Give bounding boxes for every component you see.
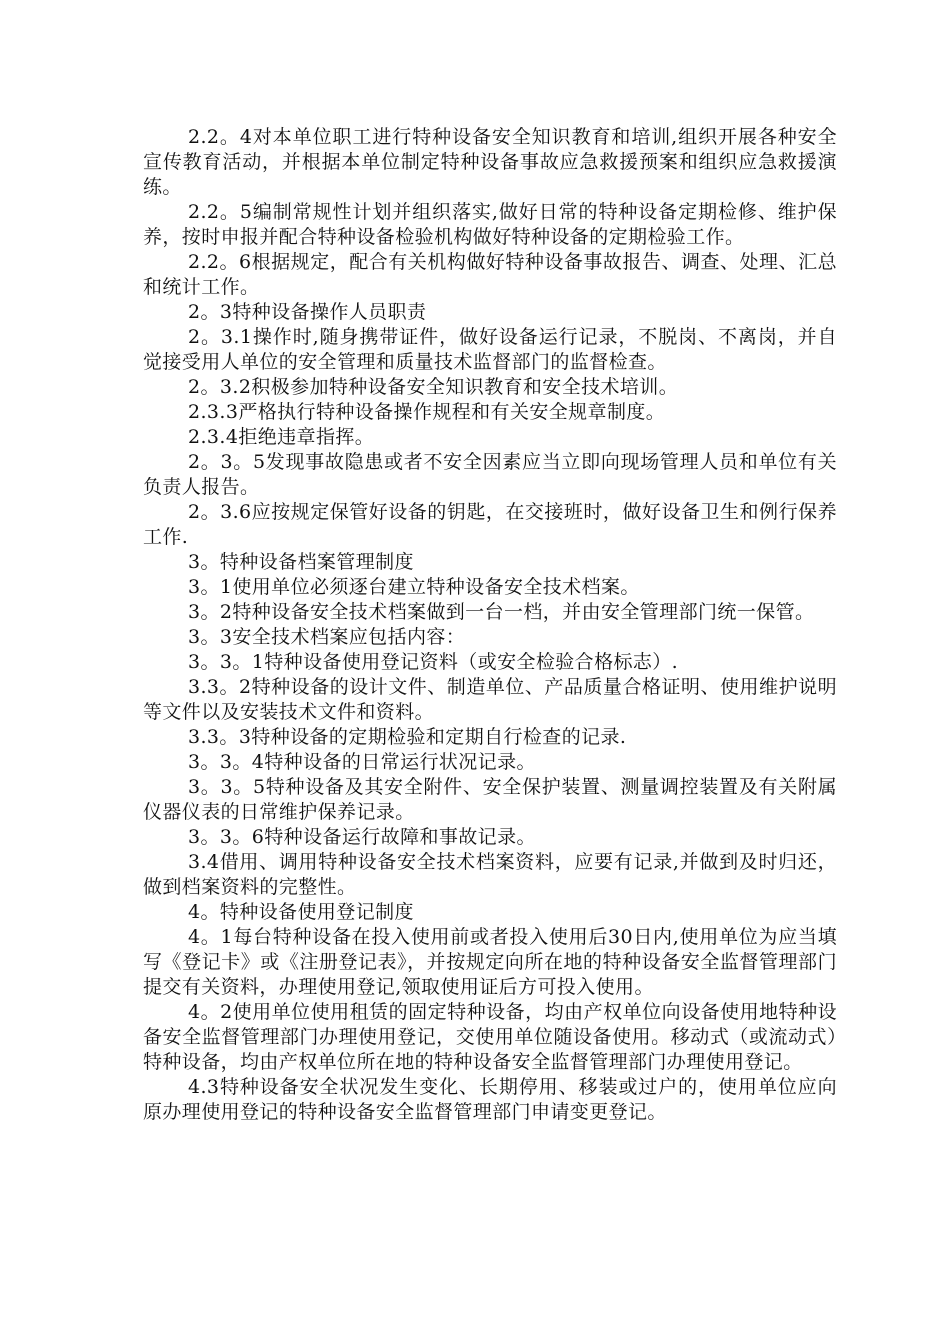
- paragraph: 2.3.3严格执行特种设备操作规程和有关安全规章制度。: [188, 401, 666, 423]
- document-body: [143, 125, 837, 1125]
- paragraph: 3.3。2特种设备的设计文件、制造单位、产品质量合格证明、使用维护说明等文件以及安装技术文件和资料。: [143, 676, 837, 723]
- section-heading: 2。3特种设备操作人员职责: [188, 301, 427, 323]
- paragraph: 4.3特种设备安全状况发生变化、长期停用、移装或过户的，使用单位应向原办理使用登记的特种设备安全监督管理部门申请变更登记。: [143, 1076, 837, 1123]
- paragraph: 3。1使用单位必须逐台建立特种设备安全技术档案。: [188, 576, 640, 598]
- paragraph: 3。3。1特种设备使用登记资料（或安全检验合格标志）.: [188, 651, 679, 673]
- paragraph: 4。2使用单位使用租赁的固定特种设备，均由产权单位向设备使用地特种设备安全监督管理部门办理使用登记，交使用单位随设备使用。移动式（或流动式）特种设备，均由产权单位所在地的特种设备安全监督管理部门办理使用登记。: [143, 1001, 837, 1073]
- section-heading: 3。特种设备档案管理制度: [188, 551, 414, 573]
- paragraph: 2.2。4对本单位职工进行特种设备安全知识教育和培训,组织开展各种安全宣传教育活动，并根据本单位制定特种设备事故应急救援预案和组织应急救援演练。: [143, 126, 837, 198]
- paragraph: 2.3.4拒绝违章指挥。: [188, 426, 375, 448]
- paragraph: 2。3.2积极参加特种设备安全知识教育和安全技术培训。: [188, 376, 679, 398]
- paragraph: 2。3.1操作时,随身携带证件，做好设备运行记录，不脱岗、不离岗，并自觉接受用人单位的安全管理和质量技术监督部门的监督检查。: [143, 326, 837, 373]
- paragraph: 2.2。6根据规定，配合有关机构做好特种设备事故报告、调查、处理、汇总和统计工作。: [143, 251, 837, 298]
- paragraph: 3.4借用、调用特种设备安全技术档案资料，应要有记录,并做到及时归还，做到档案资料的完整性。: [143, 851, 837, 898]
- section-heading: 4。特种设备使用登记制度: [188, 901, 414, 923]
- paragraph: 4。1每台特种设备在投入使用前或者投入使用后30日内,使用单位为应当填写《登记卡》或《注册登记表》，并按规定向所在地的特种设备安全监督管理部门提交有关资料，办理使用登记,领取使用证后方可投入使用。: [143, 926, 837, 998]
- paragraph: 3。3。6特种设备运行故障和事故记录。: [188, 826, 536, 848]
- paragraph: 3.3。3特种设备的定期检验和定期自行检查的记录.: [188, 726, 627, 748]
- paragraph: 2.2。5编制常规性计划并组织落实,做好日常的特种设备定期检修、维护保养，按时申报并配合特种设备检验机构做好特种设备的定期检验工作。: [143, 201, 837, 248]
- paragraph: 3。3安全技术档案应包括内容：: [188, 626, 466, 648]
- paragraph: 3。3。5特种设备及其安全附件、安全保护装置、测量调控装置及有关附属仪器仪表的日常维护保养记录。: [143, 776, 837, 823]
- paragraph: 3。3。4特种设备的日常运行状况记录。: [188, 751, 536, 773]
- paragraph: 2。3.6应按规定保管好设备的钥匙，在交接班时，做好设备卫生和例行保养工作.: [143, 501, 837, 548]
- paragraph: 3。2特种设备安全技术档案做到一台一档，并由安全管理部门统一保管。: [188, 601, 815, 623]
- paragraph: 2。3。5发现事故隐患或者不安全因素应当立即向现场管理人员和单位有关负责人报告。: [143, 451, 837, 498]
